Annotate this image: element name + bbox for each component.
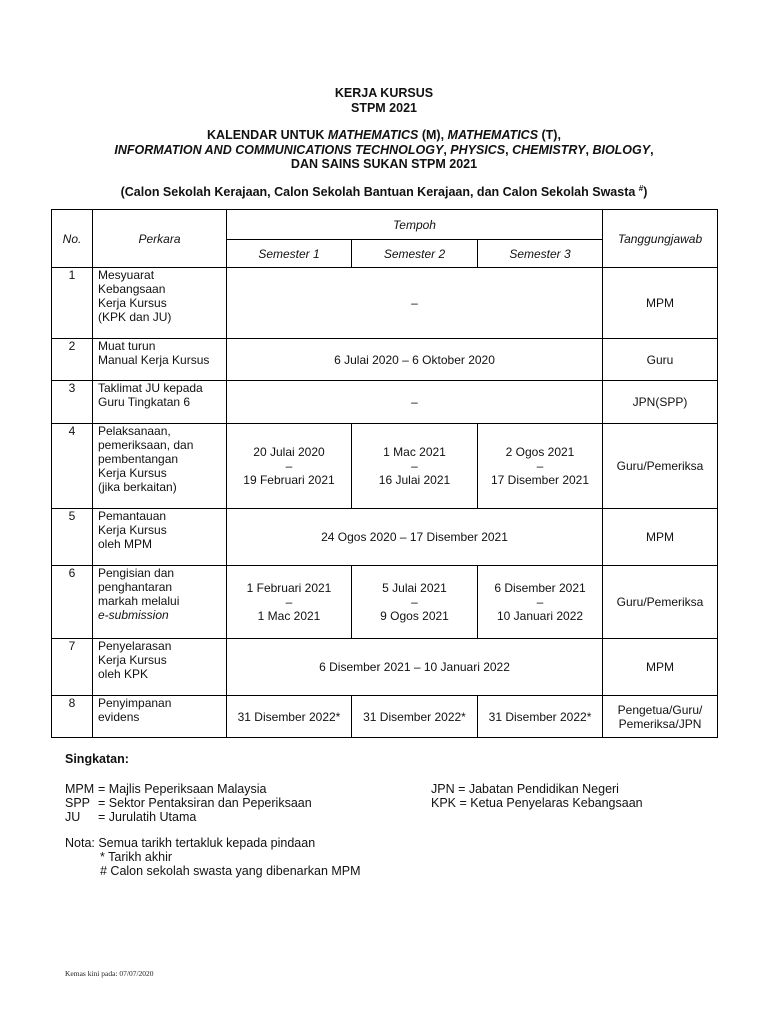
calendar-table (51, 209, 718, 738)
row-responsibility: MPM (603, 509, 718, 566)
row-period: 6 Julai 2020 – 6 Oktober 2020 (227, 339, 603, 381)
abbr-key: JU (65, 810, 81, 824)
row-semester-2: 5 Julai 2021 – 9 Ogos 2021 (352, 566, 478, 639)
subtitle: (Calon Sekolah Kerajaan, Calon Sekolah Bantuan Kerajaan, dan Calon Sekolah Swasta #) (120, 183, 648, 199)
row-item: Pemantauan Kerja Kursus oleh MPM (93, 509, 227, 566)
header-responsibility: Tanggungjawab (603, 210, 718, 268)
title-line-4: INFORMATION AND COMMUNICATIONS TECHNOLOGY, PHYSICS, CHEMISTRY, BIOLOGY, (114, 142, 654, 157)
row-semester-3: 6 Disember 2021 – 10 Januari 2022 (478, 566, 603, 639)
header-semester-1: Semester 1 (227, 240, 352, 268)
abbreviations (65, 752, 643, 824)
row-period: 24 Ogos 2020 – 17 Disember 2021 (227, 509, 603, 566)
abbr-key: MPM (65, 782, 95, 796)
abbreviations-list (65, 782, 643, 824)
row-semester-1: 20 Julai 2020 – 19 Februari 2021 (227, 424, 352, 509)
row-responsibility: MPM (603, 268, 718, 339)
row-semester-3: 2 Ogos 2021 – 17 Disember 2021 (478, 424, 603, 509)
note-line-2: * Tarikh akhir (100, 850, 173, 864)
row-responsibility: Guru/Pemeriksa (603, 566, 718, 639)
row-responsibility: MPM (603, 639, 718, 696)
row-semester-2: 1 Mac 2021 – 16 Julai 2021 (352, 424, 478, 509)
abbr-value: = Majlis Peperiksaan Malaysia (98, 782, 267, 796)
row-item: Taklimat JU kepada Guru Tingkatan 6 (93, 381, 227, 424)
row-semester-3: 31 Disember 2022* (478, 696, 603, 738)
table-row (52, 639, 718, 696)
row-item: Muat turun Manual Kerja Kursus (93, 339, 227, 381)
title-line-5: DAN SAINS SUKAN STPM 2021 (290, 157, 478, 171)
row-responsibility: Guru (603, 339, 718, 381)
row-number: 3 (52, 381, 93, 424)
header-item: Perkara (93, 210, 227, 268)
abbreviations-heading: Singkatan: (65, 752, 129, 766)
row-item: Penyimpanan evidens (93, 696, 227, 738)
abbr-value: = Sektor Pentaksiran dan Peperiksaan (98, 796, 312, 810)
header-period: Tempoh (227, 210, 603, 240)
row-semester-1: 31 Disember 2022* (227, 696, 352, 738)
row-period: – (227, 381, 603, 424)
table-row (52, 381, 718, 424)
title-line-3: KALENDAR UNTUK MATHEMATICS (M), MATHEMATICS (T), (207, 128, 561, 142)
header-semester-3: Semester 3 (478, 240, 603, 268)
row-number: 6 (52, 566, 93, 639)
row-item: Pelaksanaan, pemeriksaan, dan pembentangan Kerja Kursus (jika berkaitan) (93, 424, 227, 509)
row-period: – (227, 268, 603, 339)
table-row (52, 268, 718, 339)
title-line-2: STPM 2021 (350, 100, 417, 115)
row-number: 4 (52, 424, 93, 509)
row-responsibility: JPN(SPP) (603, 381, 718, 424)
row-item: Pengisian dan penghantaran markah melalui e-submission (93, 566, 227, 639)
note-line-1: Nota: Semua tarikh tertakluk kepada pindaan (65, 836, 316, 850)
abbr-right: KPK = Ketua Penyelaras Kebangsaan (431, 796, 643, 810)
abbr-right: JPN = Jabatan Pendidikan Negeri (431, 782, 619, 796)
table-row (52, 339, 718, 381)
table-row (52, 566, 718, 639)
row-semester-1: 1 Februari 2021 – 1 Mac 2021 (227, 566, 352, 639)
row-semester-2: 31 Disember 2022* (352, 696, 478, 738)
row-number: 1 (52, 268, 93, 339)
table-row (52, 424, 718, 509)
table-row (52, 509, 718, 566)
row-number: 7 (52, 639, 93, 696)
header-semester-2: Semester 2 (352, 240, 478, 268)
row-item: Mesyuarat Kebangsaan Kerja Kursus (KPK dan JU) (93, 268, 227, 339)
table-row (52, 696, 718, 738)
notes (65, 836, 361, 878)
abbr-key: SPP (65, 796, 91, 810)
row-responsibility: Guru/Pemeriksa (603, 424, 718, 509)
document-header (0, 86, 768, 199)
row-number: 2 (52, 339, 93, 381)
row-period: 6 Disember 2021 – 10 Januari 2022 (227, 639, 603, 696)
row-number: 5 (52, 509, 93, 566)
update-date: Kemas kini pada: 07/07/2020 (65, 969, 154, 978)
header-no: No. (52, 210, 93, 268)
abbr-value: = Jurulatih Utama (98, 810, 197, 824)
row-number: 8 (52, 696, 93, 738)
note-line-3: # Calon sekolah swasta yang dibenarkan MPM (100, 864, 361, 878)
row-item: Penyelarasan Kerja Kursus oleh KPK (93, 639, 227, 696)
row-responsibility: Pengetua/Guru/ Pemeriksa/JPN (603, 696, 718, 738)
title-line-1: KERJA KURSUS (334, 86, 434, 100)
